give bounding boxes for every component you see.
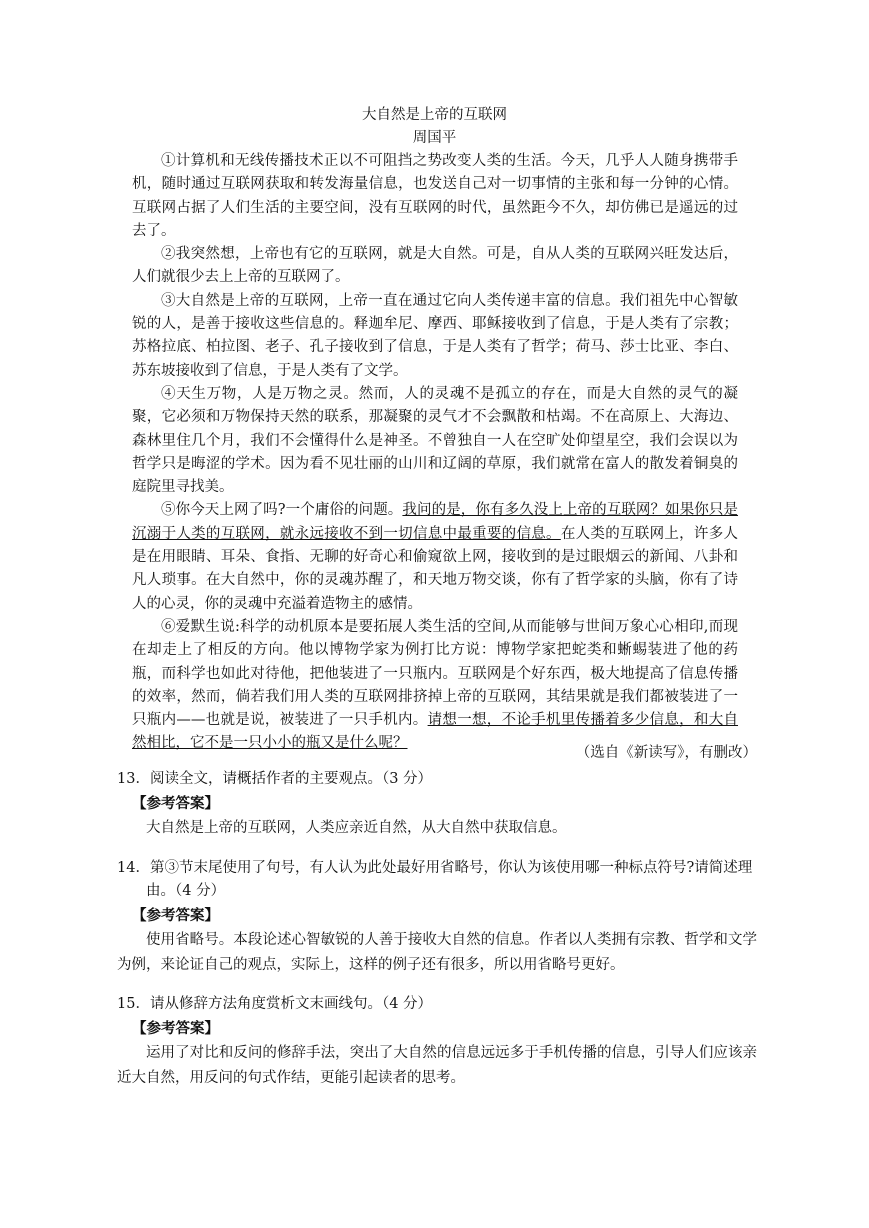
paragraph-1: ①计算机和无线传播技术正以不可阻挡之势改变人类的生活。今天，几乎人人随身携带手机，随时通过互联网获取和转发海量信息，也发送自己对一切事情的主张和每一分钟的心情。互联网占据了人们生活的主要空间，没有互联网的时代，虽然距今不久，却仿佛已是遥远的过去了。 xyxy=(132,153,738,239)
question-15 xyxy=(117,993,757,1091)
question-13-answer-heading: 【参考答案】 xyxy=(132,796,219,812)
paragraph-6-underlined-sentence: 请想一想，不论手机里传播着多少信息，和大自然相比，它不是一只小小的瓶又是什么呢？ xyxy=(132,712,739,752)
paragraph-4: ④天生万物，人是万物之灵。然而，人的灵魂不是孤立的存在，而是大自然的灵气的凝聚，它必须和万物保持天然的联系，那凝聚的灵气才不会飘散和枯竭。不在高原上、大海边、森林里住几个月，我们不会懂得什么是神圣。不曾独自一人在空旷处仰望星空，我们会误以为哲学只是晦涩的学术。因为看不见壮丽的山川和辽阔的草原，我们就常在富人的散发着铜臭的庭院里寻找美。 xyxy=(132,385,738,496)
question-15-answer-heading: 【参考答案】 xyxy=(132,1021,219,1037)
question-15-text: 15．请从修辞方法角度赏析文末画线句。（4 分） xyxy=(117,996,433,1012)
question-13 xyxy=(117,768,757,841)
article-author: 周国平 xyxy=(412,130,457,146)
paragraph-5 xyxy=(132,499,738,615)
question-14-answer-heading: 【参考答案】 xyxy=(132,908,219,924)
question-14-text: 14．第③节末尾使用了句号，有人认为此处最好用省略号，你认为该使用哪一种标点符号?请简述理由。（4 分） xyxy=(117,860,753,899)
paragraph-5-underlined-sentence: 我问的是，你有多久没上上帝的互联网？如果你只是沉溺于人类的互联网，就永远接收不到一切信息中最重要的信息。 xyxy=(132,502,739,542)
article-source: （选自《新读写》，有删改） xyxy=(575,745,757,761)
paragraph-5-lead: ⑤你今天上网了吗?一个庸俗的问题。 xyxy=(161,502,403,519)
question-14-answer: 使用省略号。本段论述心智敏锐的人善于接收大自然的信息。作者以人类拥有宗教、哲学和文学为例，来论证自己的观点，实际上，这样的例子还有很多，所以用省略号更好。 xyxy=(117,932,757,973)
question-13-text: 13．阅读全文，请概括作者的主要观点。（3 分） xyxy=(117,771,433,787)
paragraph-6 xyxy=(132,616,738,756)
paragraph-2: ②我突然想，上帝也有它的互联网，就是大自然。可是，自从人类的互联网兴旺发达后，人们就很少去上上帝的互联网了。 xyxy=(132,246,738,286)
paragraph-6-lead: ⑥爱默生说:科学的动机原本是要拓展人类生活的空间,从而能够与世间万象心心相印,而现在却走上了相反的方向。他以博物学家为例打比方说：博物学家把蛇类和蜥蜴装进了他的药瓶，而科学也如此对待他，把他装进了一只瓶内。互联网是个好东西，极大地提高了信息传播的效率，然而，倘若我们用人类的互联网排挤掉上帝的互联网，其结果就是我们都被装进了一只瓶内——也就是说，被装进了一只手机内。 xyxy=(132,618,738,729)
article-body xyxy=(132,150,738,756)
paragraph-5-rest: 在人类的互联网上，许多人是在用眼睛、耳朵、食指、无聊的好奇心和偷窥欲上网，接收到的是过眼烟云的新闻、八卦和凡人琐事。在大自然中，你的灵魂苏醒了，和天地万物交谈，你有了哲学家的头脑，你有了诗人的心灵，你的灵魂中充溢着造物主的感情。 xyxy=(132,525,739,612)
question-13-answer: 大自然是上帝的互联网，人类应亲近自然，从大自然中获取信息。 xyxy=(146,820,567,836)
question-15-answer: 运用了对比和反问的修辞手法，突出了大自然的信息远远多于手机传播的信息，引导人们应该亲近大自然，用反问的句式作结，更能引起读者的思考。 xyxy=(117,1045,757,1086)
question-14 xyxy=(117,857,757,978)
article-title: 大自然是上帝的互联网 xyxy=(362,107,507,123)
paragraph-3: ③大自然是上帝的互联网，上帝一直在通过它向人类传递丰富的信息。我们祖先中心智敏锐的人，是善于接收这些信息的。释迦牟尼、摩西、耶稣接收到了信息，于是人类有了宗教；苏格拉底、柏拉图、老子、孔子接收到了信息，于是人类有了哲学；荷马、莎士比亚、李白、苏东坡接收到了信息，于是人类有了文学。 xyxy=(132,292,738,379)
